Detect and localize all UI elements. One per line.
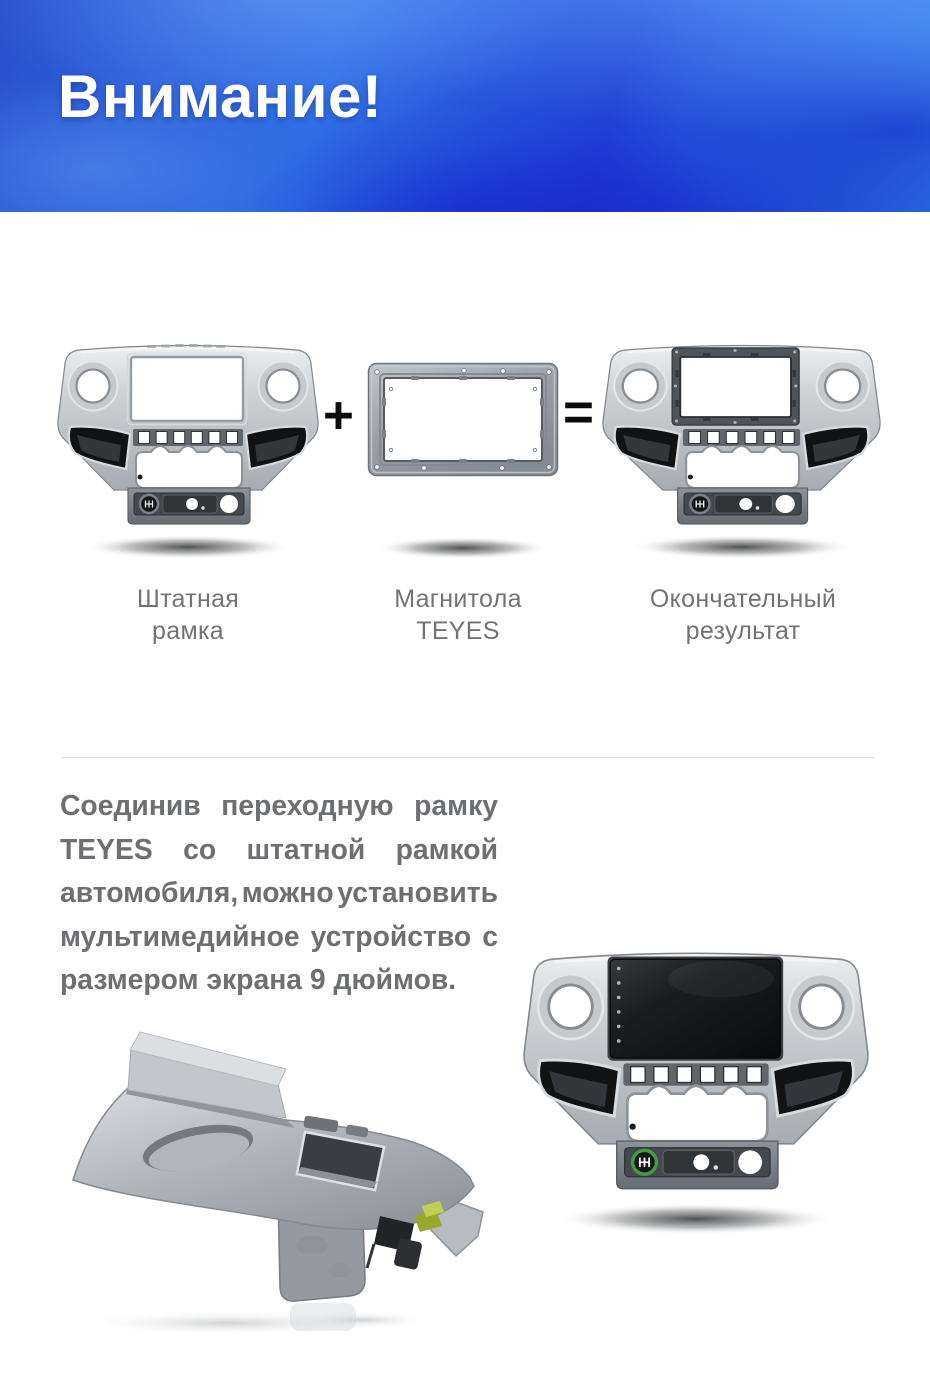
- banner-title: Внимание!: [58, 63, 383, 130]
- assembled-unit-image: [523, 946, 869, 1244]
- plus-icon: +: [323, 386, 354, 445]
- final-result-image: [602, 340, 881, 566]
- console-side-view-image: [62, 1020, 492, 1355]
- attention-banner: [0, 0, 930, 212]
- stock-frame-image: [57, 340, 319, 566]
- description-text: [60, 789, 498, 1007]
- caption-final-result: Окончательный результат: [649, 585, 837, 645]
- climate-opening: [627, 1086, 767, 1141]
- screen-opening: [131, 357, 243, 421]
- description-justified-lines: Соединив переходную рамку TEYES со штатной рамкой автомобиля, можно установить мультимедийное устройство с: [60, 789, 498, 952]
- adapter-opening: [384, 378, 542, 461]
- caption-teyes-frame: Магнитола TEYES: [394, 585, 522, 645]
- section-divider: [62, 757, 874, 758]
- teyes-frame-image: [367, 362, 559, 562]
- caption-stock-frame: Штатная рамка: [136, 585, 240, 645]
- climate-opening: [686, 446, 799, 488]
- equals-icon: =: [563, 383, 594, 442]
- climate-opening: [136, 446, 242, 488]
- description-last-line: размером экрана 9 дюймов.: [60, 963, 457, 996]
